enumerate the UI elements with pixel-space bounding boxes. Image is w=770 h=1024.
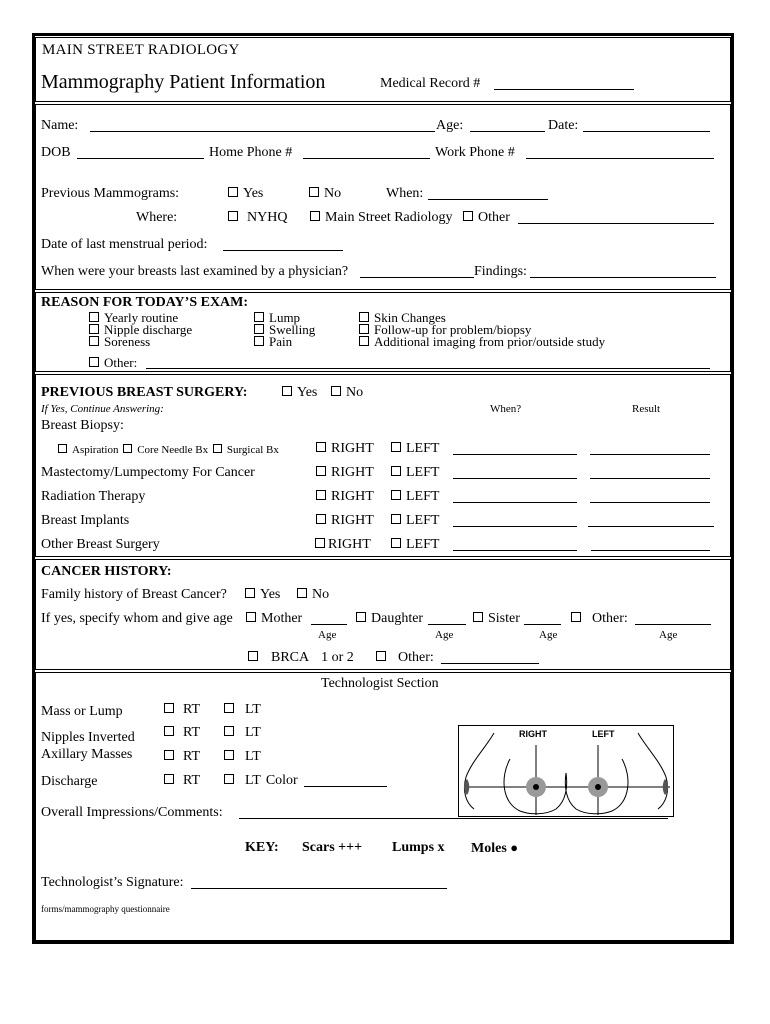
relative-other[interactable]: Other: [571,611,628,627]
page-title: Mammography Patient Information [41,71,326,93]
reason-lump[interactable]: Lump [254,311,300,325]
reason-additional-imaging[interactable]: Additional imaging from prior/outside study [359,335,605,349]
tech-row-nipples: Nipples Inverted [41,730,135,745]
discharge-lt[interactable]: LT Color [224,773,298,789]
where-label: Where: [136,210,178,225]
signature-label: Technologist’s Signature: [41,875,184,890]
age-field[interactable] [470,131,545,132]
checkbox-icon [356,612,366,622]
checkbox-icon [315,538,325,548]
checkbox-icon [89,336,99,346]
reason-other[interactable]: Other: [89,356,137,370]
family-history-no[interactable]: No [297,587,329,603]
brca-other-field[interactable] [441,663,539,664]
other-surgery-right[interactable]: RIGHT [315,537,371,553]
checkbox-icon [391,514,401,524]
checkbox-icon [391,466,401,476]
surgery-row-other: Other Breast Surgery [41,537,160,552]
when-field[interactable] [428,199,548,200]
reason-skin-changes[interactable]: Skin Changes [359,311,446,325]
surgery-heading: PREVIOUS BREAST SURGERY: [41,385,248,400]
surgery-yes[interactable]: Yes [282,385,317,401]
mass-rt[interactable]: RT [164,702,200,718]
discharge-rt[interactable]: RT [164,773,200,789]
home-phone-label: Home Phone # [209,145,293,160]
reason-pain[interactable]: Pain [254,335,292,349]
previous-mammograms-label: Previous Mammograms: [41,186,180,201]
checkbox-icon [123,444,132,453]
where-other-field[interactable] [518,223,714,224]
surgery-row-radiation: Radiation Therapy [41,489,146,504]
age-label: Age: [436,118,464,133]
age-caption-mother: Age [318,629,337,641]
menstrual-field[interactable] [223,250,343,251]
biopsy-when-field[interactable] [453,454,577,455]
date-label: Date: [548,118,579,133]
nipples-lt[interactable]: LT [224,725,261,741]
checkbox-icon [224,774,234,784]
checkbox-icon [297,588,307,598]
key-lumps: Lumps x [392,840,445,855]
mother-age-field[interactable] [311,624,347,625]
where-nyhq[interactable]: NYHQ [228,210,287,226]
cancer-heading: CANCER HISTORY: [41,564,172,579]
checkbox-icon [164,774,174,784]
axillary-rt[interactable]: RT [164,749,200,765]
footer-form-id: forms/mammography questionnaire [41,904,170,914]
checkbox-icon [359,312,369,322]
relative-daughter[interactable]: Daughter [356,611,423,627]
when-label: When: [386,186,424,201]
breast-biopsy-label: Breast Biopsy: [41,418,124,433]
org-name: MAIN STREET RADIOLOGY [42,42,240,58]
implants-result-field[interactable] [588,526,714,527]
prev-mammo-yes[interactable]: Yes [228,186,263,202]
tech-row-discharge: Discharge [41,774,98,789]
checkbox-icon [213,444,222,453]
checkbox-icon [245,588,255,598]
family-history-label: Family history of Breast Cancer? [41,587,227,602]
home-phone-field[interactable] [303,158,430,159]
right-nipple [533,784,539,790]
mastectomy-right[interactable]: RIGHT [316,465,374,481]
checkbox-icon [391,442,401,452]
checkbox-icon [89,312,99,322]
medical-record-label: Medical Record # [380,76,481,91]
checkbox-icon [248,651,258,661]
checkbox-icon [463,211,473,221]
reason-other-field[interactable] [146,368,710,369]
surgery-row-implants: Breast Implants [41,513,130,528]
biopsy-core-needle[interactable]: Core Needle Bx [123,444,208,456]
brca-option[interactable]: BRCA 1 or 2 [248,650,354,666]
reason-soreness[interactable]: Soreness [89,335,150,349]
age-caption-other: Age [659,629,678,641]
nipples-rt[interactable]: RT [164,725,200,741]
diagram-right-label: RIGHT [519,729,547,739]
axillary-lt[interactable]: LT [224,749,261,765]
surgery-row-mastectomy: Mastectomy/Lumpectomy For Cancer [41,465,255,480]
age-caption-daughter: Age [435,629,454,641]
signature-field[interactable] [191,888,447,889]
reason-nipple-discharge[interactable]: Nipple discharge [89,323,192,337]
reason-swelling[interactable]: Swelling [254,323,315,337]
diagram-left-label: LEFT [592,729,615,739]
relative-sister[interactable]: Sister [473,611,520,627]
work-phone-field[interactable] [526,158,714,159]
name-label: Name: [41,118,79,133]
left-nipple [595,784,601,790]
specify-label: If yes, specify whom and give age [41,611,233,626]
key-scars: Scars +++ [302,840,363,855]
checkbox-icon [224,750,234,760]
biopsy-result-field[interactable] [590,454,710,455]
checkbox-icon [473,612,483,622]
checkbox-icon [164,750,174,760]
reason-heading: REASON FOR TODAY’S EXAM: [41,295,249,310]
mass-lt[interactable]: LT [224,702,261,718]
dob-field[interactable] [77,158,204,159]
checkbox-icon [376,651,386,661]
age-caption-sister: Age [539,629,558,641]
other-relative-field[interactable] [635,624,711,625]
surgery-note: If Yes, Continue Answering: [41,403,164,415]
other-surgery-left[interactable]: LEFT [391,537,439,553]
checkbox-icon [228,211,238,221]
color-field[interactable] [304,786,387,787]
where-main-street[interactable]: Main Street Radiology [310,210,453,226]
tech-row-mass: Mass or Lump [41,704,123,719]
checkbox-icon [254,324,264,334]
checkbox-icon [310,211,320,221]
key-moles: Moles ● [471,840,519,856]
biopsy-aspiration[interactable]: Aspiration [58,444,118,456]
radiation-right[interactable]: RIGHT [316,489,374,505]
checkbox-icon [359,336,369,346]
checkbox-icon [391,538,401,548]
torso-outline-left [638,733,668,809]
mole-dot-icon: ● [510,840,519,855]
family-history-yes[interactable]: Yes [245,587,280,603]
examined-field[interactable] [360,277,474,278]
menstrual-label: Date of last menstrual period: [41,237,208,252]
surgery-no[interactable]: No [331,385,363,401]
checkbox-icon [164,726,174,736]
surgery-result-header: Result [632,403,661,415]
implants-left[interactable]: LEFT [391,513,439,529]
date-field[interactable] [583,131,710,132]
prev-mammo-no[interactable]: No [309,186,341,202]
technologist-heading: Technologist Section [321,676,439,691]
biopsy-left[interactable]: LEFT [391,441,439,457]
findings-field[interactable] [530,277,716,278]
reason-yearly-routine[interactable]: Yearly routine [89,311,178,325]
examined-label: When were your breasts last examined by a physician? [41,264,349,279]
biopsy-right[interactable]: RIGHT [316,441,374,457]
checkbox-icon [89,324,99,334]
impressions-label: Overall Impressions/Comments: [41,805,223,820]
checkbox-icon [571,612,581,622]
checkbox-icon [224,703,234,713]
checkbox-icon [331,386,341,396]
mastectomy-left[interactable]: LEFT [391,465,439,481]
checkbox-icon [228,187,238,197]
surgery-when-header: When? [490,403,522,415]
dob-label: DOB [41,145,71,160]
daughter-age-field[interactable] [428,624,466,625]
checkbox-icon [246,612,256,622]
checkbox-icon [316,466,326,476]
biopsy-types [58,444,279,456]
medical-record-field[interactable] [494,89,634,90]
checkbox-icon [89,357,99,367]
checkbox-icon [316,514,326,524]
checkbox-icon [58,444,67,453]
reason-follow-up[interactable]: Follow-up for problem/biopsy [359,323,531,337]
other-surgery-when-field[interactable] [453,550,577,551]
where-other[interactable]: Other [463,210,510,226]
implants-when-field[interactable] [453,526,577,527]
checkbox-icon [282,386,292,396]
checkbox-icon [391,490,401,500]
checkbox-icon [359,324,369,334]
breast-diagram[interactable] [458,725,674,817]
radiation-result-field[interactable] [590,502,710,503]
tech-row-axillary: Axillary Masses [41,747,133,762]
impressions-field[interactable] [239,818,668,819]
checkbox-icon [164,703,174,713]
checkbox-icon [224,726,234,736]
findings-label: Findings: [474,264,527,279]
radiation-when-field[interactable] [453,502,577,503]
checkbox-icon [316,442,326,452]
mastectomy-when-field[interactable] [453,478,577,479]
checkbox-icon [254,312,264,322]
work-phone-label: Work Phone # [435,145,515,160]
other-surgery-result-field[interactable] [591,550,710,551]
torso-outline-right [464,733,494,809]
implants-right[interactable]: RIGHT [316,513,374,529]
key-label: KEY: [245,840,279,855]
checkbox-icon [309,187,319,197]
checkbox-icon [254,336,264,346]
brca-other[interactable]: Other: [376,650,434,666]
sister-age-field[interactable] [524,624,561,625]
mastectomy-result-field[interactable] [590,478,710,479]
biopsy-surgical[interactable]: Surgical Bx [213,444,279,456]
name-field[interactable] [90,131,435,132]
checkbox-icon [316,490,326,500]
radiation-left[interactable]: LEFT [391,489,439,505]
relative-mother[interactable]: Mother [246,611,302,627]
